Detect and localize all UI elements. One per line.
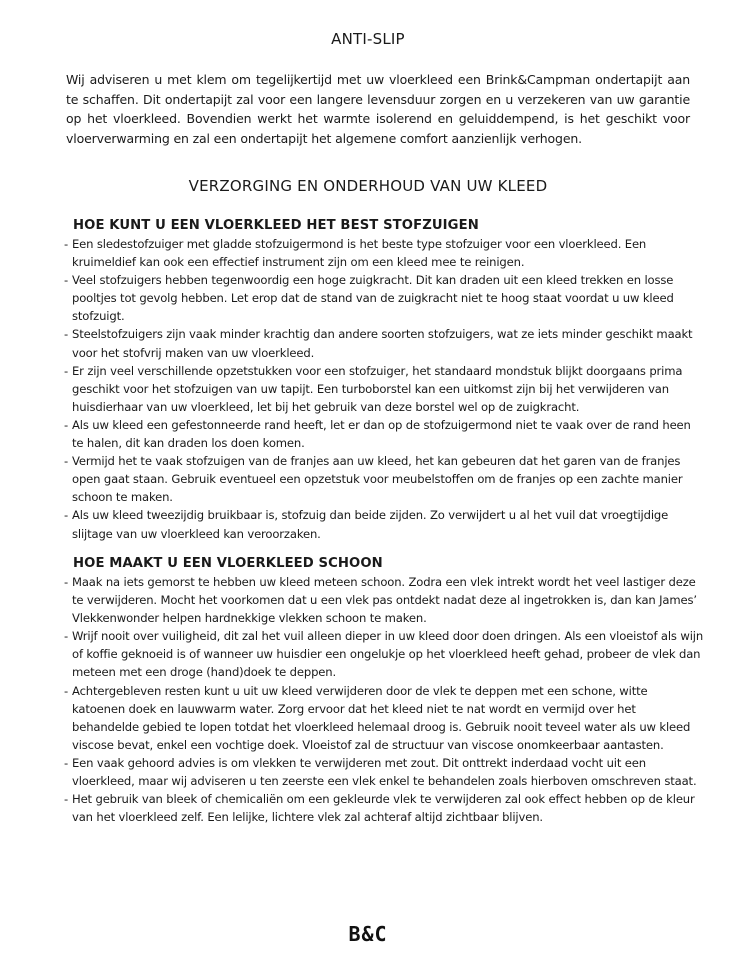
anti-slip-paragraph: Wij adviseren u met klem om tegelijkertijd met uw vloerkleed een Brink&Campman ondertapijt aan te schaffen. Dit ondertapijt zal voor een langere levensduur zorgen en u verzekeren van uw garantie op het vloerkleed. Bovendien werkt het warmte isolerend en geluiddempend, is het geschikt voor vloerverwarming en zal een ondertapijt het algemene comfort aanzienlijk verhogen. <box>66 72 690 146</box>
list-item: - Als uw kleed tweezijdig bruikbaar is, stofzuig dan beide zijden. Zo verwijdert u al het vuil dat vroegtijdige slijtage van uw vloerkleed kan veroorzaken. <box>64 508 669 541</box>
list-item: - Als uw kleed een gefestonneerde rand heeft, let er dan op de stofzuigermond niet te vaak over de rand heen te halen, dit kan draden los doen komen. <box>64 417 691 451</box>
section-title-anti-slip: ANTI-SLIP <box>331 30 405 48</box>
list-item: - Een sledestofzuiger met gladde stofzuigermond is het beste type stofzuiger voor een vloerkleed. Een kruimeldief kan ook een effectief instrument zijn om een kleed mee te reinigen. <box>64 237 647 270</box>
list-item: - Achtergebleven resten kunt u uit uw kleed verwijderen door de vlek te deppen met een schone, witte katoenen doek en lauwwarm water. Zorg ervoor dat het kleed niet te nat wordt en vermijd over het behandelde gebied te lopen totdat het vloerkleed helemaal droog is. Gebruik nooit teveel water als uw kleed viscose bevat, enkel een vochtige doek. Vloeistof zal de structuur van viscose onomkeerbaar aantasten. <box>64 683 691 752</box>
list-item: - Veel stofzuigers hebben tegenwoordig een hoge zuigkracht. Dit kan draden uit een kleed trekken en losse pooltjes tot gevolg hebben. Let erop dat de stand van de zuigkracht niet te hoog staat voordat u uw kleed stofzuigt. <box>64 273 674 324</box>
subheading-clean: HOE MAAKT U EEN VLOERKLEED SCHOON <box>73 556 383 571</box>
vacuum-tips-list <box>64 235 704 543</box>
cleaning-tips-list <box>64 573 704 826</box>
list-item: - Een vaak gehoord advies is om vlekken te verwijderen met zout. Dit onttrekt inderdaad vocht uit een vloerkleed, maar wij adviseren u ten zeerste een vlek enkel te behandelen zoals hierboven omschreven staat. <box>64 755 697 789</box>
brand-logo: B&C <box>348 922 388 946</box>
list-item: - Wrijf nooit over vuiligheid, dit zal het vuil alleen dieper in uw kleed door doen dringen. Als een vloeistof als wijn of koffie geknoeid is of wanneer uw huisdier een ongelukje op het vloerkleed heeft gehad, probeer de vlek dan meteen met een droge (hand)doek te deppen. <box>64 629 704 680</box>
list-item: - Het gebruik van bleek of chemicaliën om een gekleurde vlek te verwijderen zal ook effect hebben op de kleur van het vloerkleed zelf. Een lelijke, lichtere vlek zal achteraf altijd zichtbaar blijven. <box>64 792 695 825</box>
list-item: - Vermijd het te vaak stofzuigen van de franjes aan uw kleed, het kan gebeuren dat het garen van de franjes open gaat staan. Gebruik eventueel een opzetstuk voor meubelstoffen om de franjes op een zachte manier schoon te maken. <box>64 454 683 505</box>
list-item: - Steelstofzuigers zijn vaak minder krachtig dan andere soorten stofzuigers, wat ze iets minder geschikt maakt voor het stofvrij maken van uw vloerkleed. <box>64 327 693 360</box>
subheading-vacuum: HOE KUNT U EEN VLOERKLEED HET BEST STOFZUIGEN <box>73 218 479 233</box>
section-title-care: VERZORGING EN ONDERHOUD VAN UW KLEED <box>188 177 548 195</box>
list-item: - Maak na iets gemorst te hebben uw kleed meteen schoon. Zodra een vlek intrekt wordt het veel lastiger deze te verwijderen. Mocht het voorkomen dat u een vlek pas ontdekt nadat deze al ingetrokken is, dan kan James’ Vlekkenwonder helpen hardnekkige vlekken schoon te maken. <box>64 575 697 626</box>
list-item: - Er zijn veel verschillende opzetstukken voor een stofzuiger, het standaard mondstuk blijkt doorgaans prima geschikt voor het stofzuigen van uw tapijt. Een turboborstel kan een uitkomst zijn bij het verwijderen van huisdierhaar van uw vloerkleed, let bij het gebruik van deze borstel wel op de zuigkracht. <box>64 363 683 414</box>
